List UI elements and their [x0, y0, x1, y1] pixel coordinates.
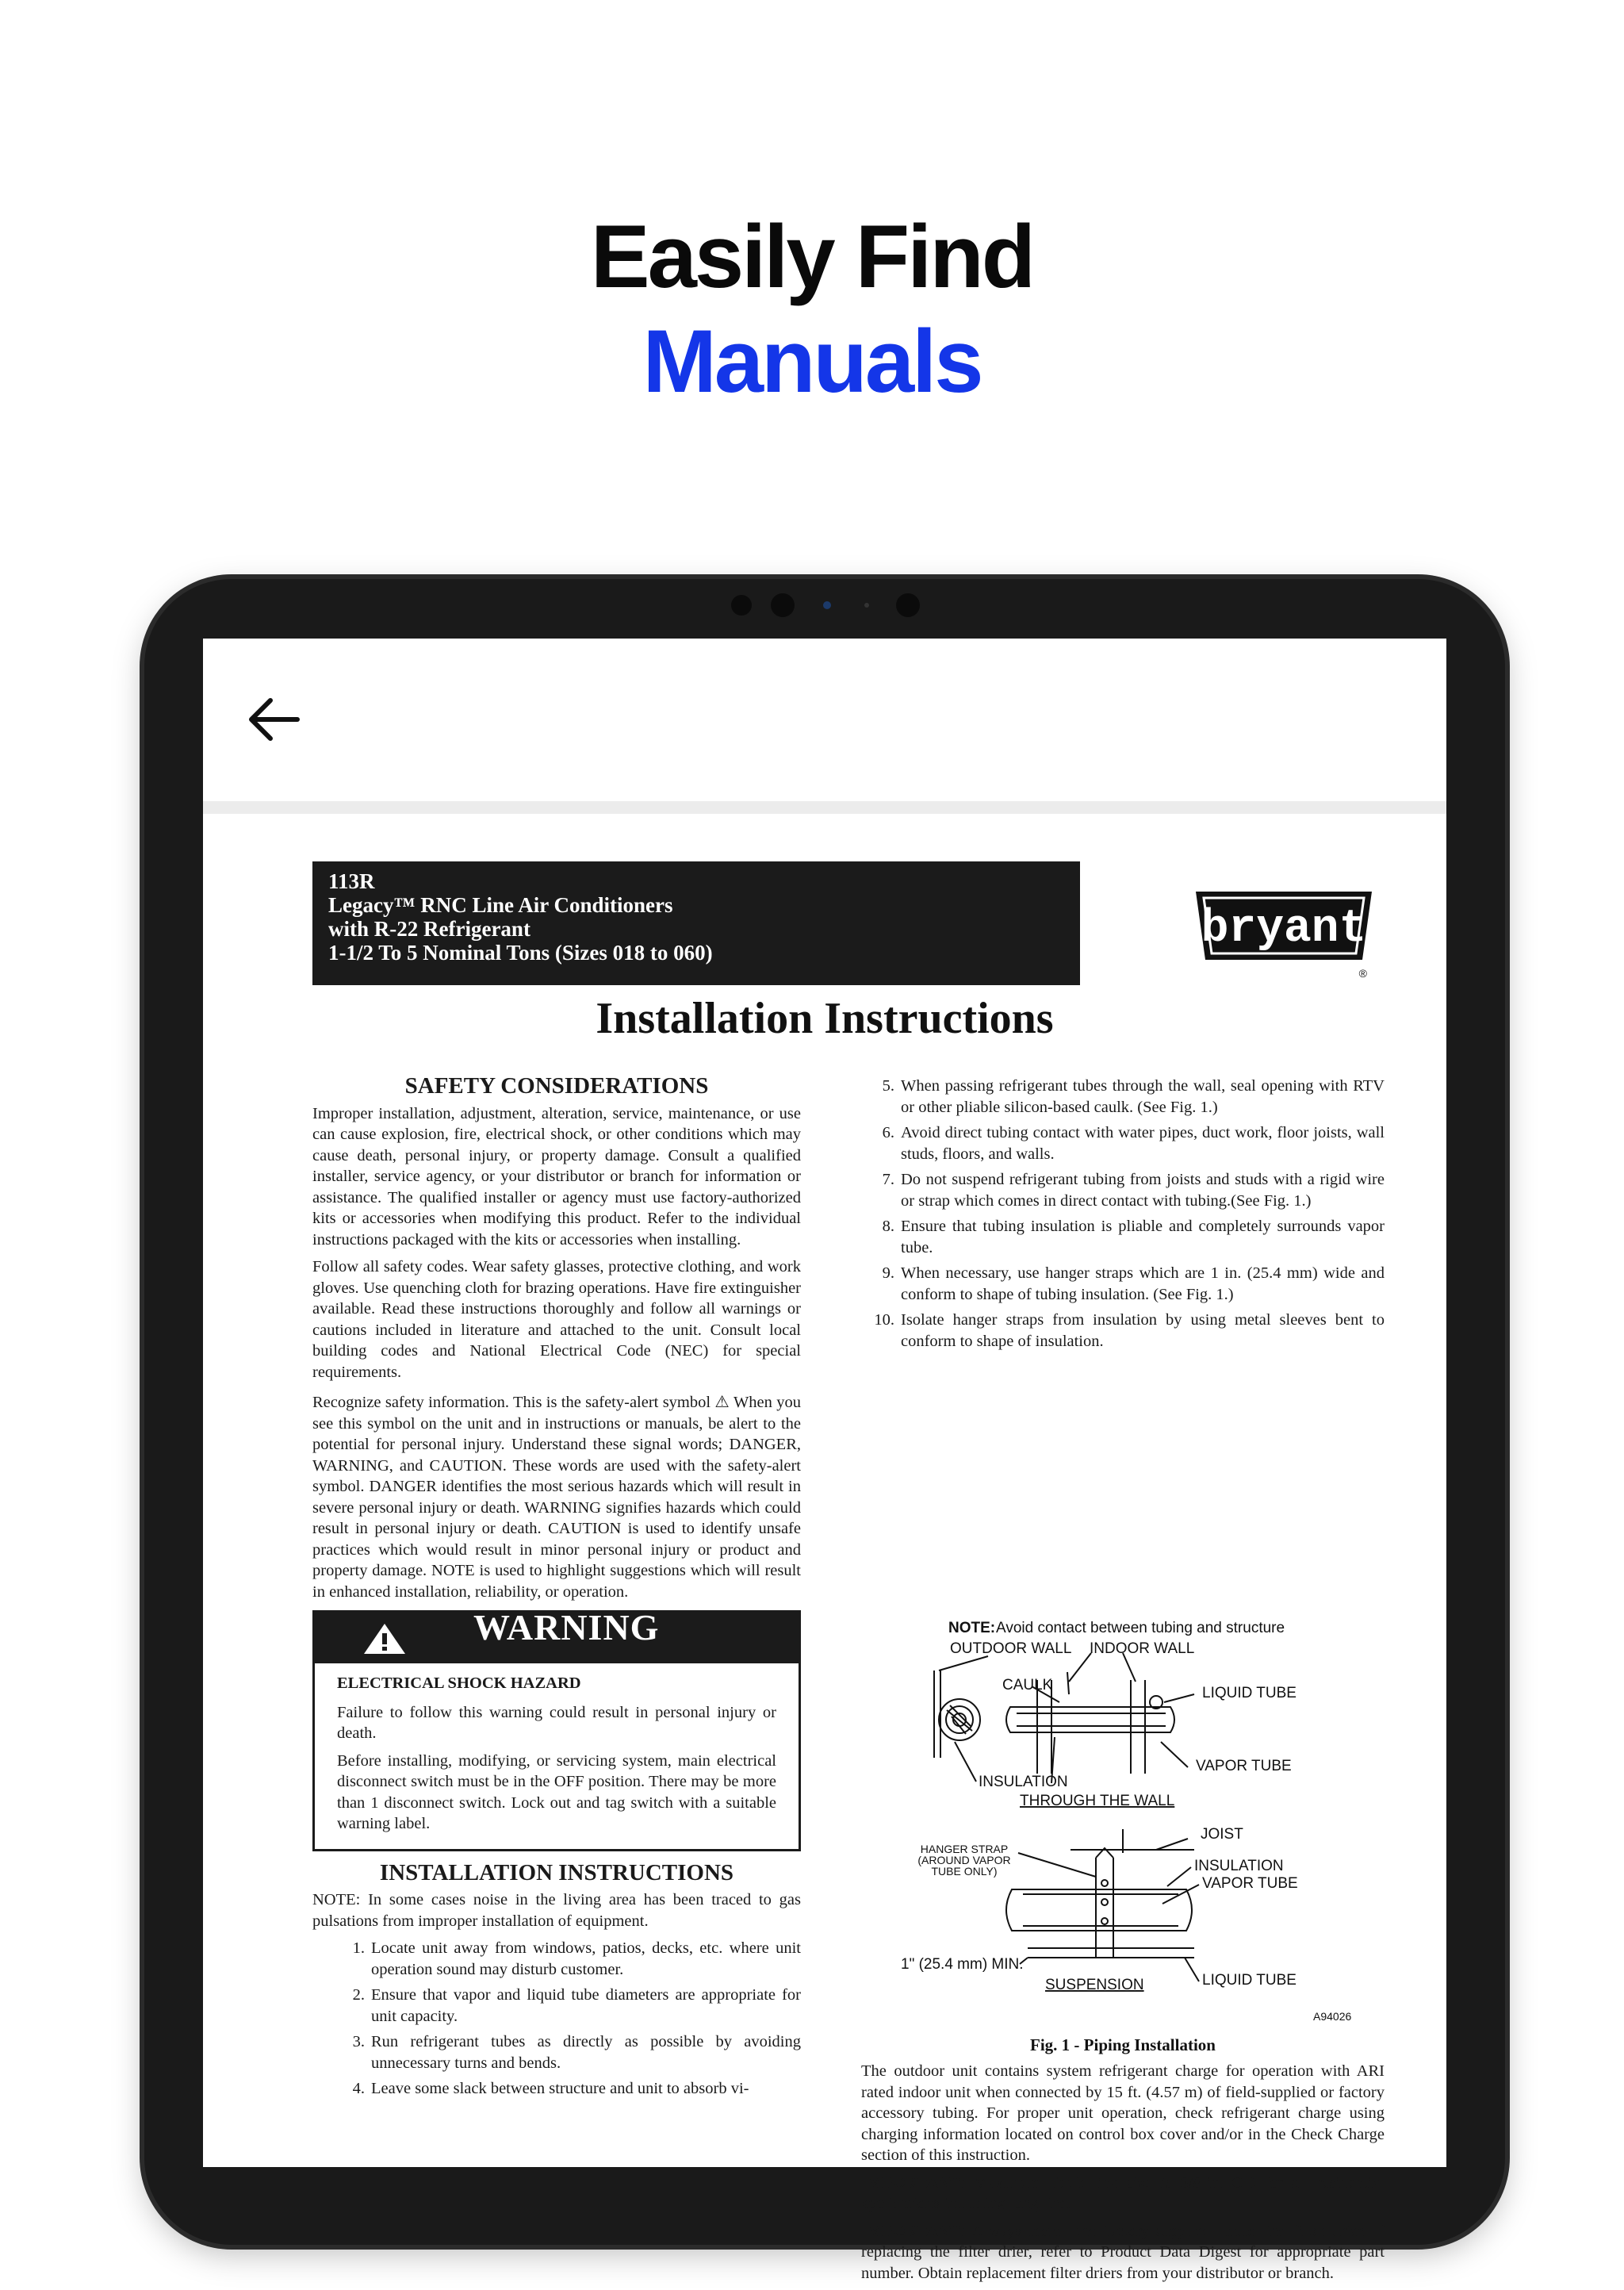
- label-vapor-tube: VAPOR TUBE: [1196, 1758, 1292, 1774]
- sensor-dot: [823, 601, 831, 609]
- brand-name: bryant: [1201, 903, 1367, 955]
- paragraph: Before installing, modifying, or servicing system, main electrical disconnect switch must be in the OFF position. There may be more than 1 disconnect switch. Lock out and tag switch with a suitable warning label.: [337, 1751, 776, 1832]
- right-column: [861, 1076, 1385, 1356]
- document-title: Installation Instructions: [596, 994, 1054, 1043]
- important-text: : Always install the factory-supplied liquid-line filter drier. If replacing the filter drier, refer to Product Data Digest for appropriate part number. Obtain replacement filter driers from your distributor or branch.: [861, 2222, 1385, 2282]
- right-column-bottom: [861, 2061, 1385, 2290]
- sensor-dot: [864, 603, 869, 608]
- list-item: 6. Avoid direct tubing contact with water pipes, duct work, floor joists, wall studs, floors, and walls.: [882, 1124, 1385, 1163]
- list-item: 8. Ensure that tubing insulation is pliable and completely surrounds vapor tube.: [882, 1218, 1385, 1256]
- wall-drawing: [934, 1653, 1194, 1783]
- label-hanger-strap: (AROUND VAPOR: [917, 1854, 1011, 1866]
- label-hanger-strap: HANGER STRAP: [920, 1843, 1009, 1855]
- list-item: 5. When passing refrigerant tubes through the wall, seal opening with RTV or other pliable silicon-based caulk. (See Fig. 1.): [882, 1077, 1385, 1116]
- list-item: 2. Ensure that vapor and liquid tube diameters are appropriate for unit capacity.: [352, 1986, 801, 2025]
- warning-triangle-icon: [362, 1622, 407, 1655]
- suspension-drawing: [1006, 1829, 1199, 1981]
- label-liquid-tube: LIQUID TUBE: [1202, 1972, 1297, 1989]
- label-indoor-wall: INDOOR WALL: [1090, 1640, 1195, 1657]
- toolbar-divider: [203, 801, 1446, 814]
- document-header: [312, 861, 1080, 985]
- front-camera: [771, 593, 795, 617]
- app-screen: [203, 639, 1446, 2282]
- label-joist: JOIST: [1201, 1826, 1243, 1843]
- section-heading: SAFETY CONSIDERATIONS: [404, 1073, 709, 1099]
- figure-code: A94026: [1313, 2010, 1352, 2023]
- label-caulk: CAULK: [1002, 1677, 1053, 1694]
- label-hanger-strap: TUBE ONLY): [931, 1865, 998, 1878]
- header-line: Legacy™ RNC Line Air Conditioners: [328, 893, 673, 917]
- warning-label: WARNING: [473, 1607, 660, 1647]
- paragraph: The outdoor unit contains system refrigerant charge for operation with ARI rated indoor unit when connected by 15 ft. (4.57 m) of field-supplied or factory accessory tubing. For proper unit operation, check refrigerant charge using charging information located on control box cover and/or in the Check Charge section of this instruction.: [861, 2062, 1385, 2164]
- label-suspension: SUSPENSION: [1045, 1977, 1144, 1993]
- back-button[interactable]: [238, 688, 309, 751]
- important-label: IMPORTANT: [861, 2222, 961, 2240]
- list-item: 4. Leave some slack between structure and unit to absorb vi-: [352, 2080, 749, 2097]
- label-vapor-tube: VAPOR TUBE: [1202, 1875, 1298, 1892]
- paragraph: [861, 2221, 1385, 2284]
- important-label: IMPORTANT: [861, 2173, 961, 2192]
- paragraph: Failure to follow this warning could result in personal injury or death.: [337, 1703, 776, 1742]
- important-text: : Maximum liquid-line size is 3/8-in. OD for all residential applications including long line.: [861, 2173, 1385, 2212]
- label-liquid-tube: LIQUID TUBE: [1202, 1685, 1297, 1701]
- figure-note-label: NOTE:: [948, 1620, 996, 1636]
- install-note: NOTE: In some cases noise in the living area has been traced to gas pulsations from improper installation of equipment.: [312, 1891, 801, 1930]
- sensor-dot: [731, 595, 752, 616]
- header-line: 1-1/2 To 5 Nominal Tons (Sizes 018 to 060): [328, 941, 713, 965]
- label-through-wall: THROUGH THE WALL: [1020, 1793, 1175, 1809]
- warning-box: [312, 1607, 801, 1851]
- list-item: 7. Do not suspend refrigerant tubing from joists and studs with a rigid wire or strap which comes in direct contact with tubing.(See Fig. 1.): [882, 1171, 1385, 1210]
- label-outdoor-wall: OUTDOOR WALL: [950, 1640, 1072, 1657]
- paragraph: [861, 2173, 1385, 2215]
- top-bar: [203, 639, 1446, 801]
- tubing-steps: [861, 1076, 1385, 1352]
- brand-logo: [1193, 885, 1375, 980]
- paragraph: Follow all safety codes. Wear safety glasses, protective clothing, and work gloves. Use quenching cloth for brazing operations. Have fire extinguisher available. Read these instructions thoroughly and follow all warnings or cautions included in literature and attached to the unit. Consult local building codes and National Electrical Code (NEC) for special requirements.: [312, 1258, 801, 1381]
- figure-caption: Fig. 1 - Piping Installation: [1030, 2035, 1216, 2054]
- paragraph: Recognize safety information. This is the safety-alert symbol ⚠ When you see this symbol on the unit and in instructions or manuals, be alert to the potential for personal injury. Understand these signal words; DANGER, WARNING, and CAUTION. These words are used with the safety-alert symbol. DANGER identifies the most serious hazards which will result in severe personal injury or death. WARNING signifies hazards which could result in personal injury or death. CAUTION is used to identify unsafe practices which would result in minor personal injury or product and property damage. NOTE is used to highlight suggestions which will result in enhanced installation, reliability, or operation.: [312, 1394, 801, 1601]
- figure-note-text: Avoid contact between tubing and structure: [996, 1620, 1285, 1636]
- section-heading: INSTALLATION INSTRUCTIONS: [379, 1859, 734, 1885]
- label-insulation: INSULATION: [979, 1774, 1068, 1790]
- list-item: 3. Run refrigerant tubes as directly as possible by avoiding unnecessary turns and bends.: [352, 2033, 801, 2072]
- warning-header: [315, 1607, 799, 1663]
- install-steps: [312, 1938, 801, 2100]
- arrow-left-icon: [245, 696, 302, 743]
- header-line: 113R: [328, 869, 375, 893]
- warning-subtitle: ELECTRICAL SHOCK HAZARD: [337, 1674, 581, 1692]
- label-insulation: INSULATION: [1194, 1858, 1284, 1874]
- warning-body: [315, 1663, 799, 1849]
- piping-diagram: [861, 1615, 1385, 2027]
- list-item: 9. When necessary, use hanger straps which are 1 in. (25.4 mm) wide and conform to shape of tubing insulation. (See Fig. 1.): [882, 1264, 1385, 1303]
- registered-mark: ®: [1358, 967, 1367, 980]
- paragraph: Improper installation, adjustment, alteration, service, maintenance, or use can cause explosion, fire, electrical shock, or other conditions which may cause death, personal injury, or property damage. Consult a qualified installer, service agency, or your distributor or branch for information or assistance. The qualified installer or agency must use factory-authorized kits or accessories when modifying this product. Refer to the individual instructions packaged with the kits or accessories when installing.: [312, 1104, 801, 1249]
- list-item: 1. Locate unit away from windows, patios, decks, etc. where unit operation sound may disturb customer.: [352, 1939, 801, 1978]
- label-min-distance: 1" (25.4 mm) MIN.: [901, 1956, 1024, 1973]
- list-item: 10. Isolate hanger straps from insulation by using metal sleeves bent to conform to shape of insulation.: [874, 1311, 1385, 1350]
- left-column: [312, 1073, 801, 2104]
- sensor-dot: [896, 593, 920, 617]
- hero-title-line2: Manuals: [642, 312, 982, 411]
- hero-title-line1: Easily Find: [590, 207, 1034, 306]
- header-line: with R-22 Refrigerant: [328, 917, 530, 941]
- manual-page[interactable]: [203, 814, 1446, 2282]
